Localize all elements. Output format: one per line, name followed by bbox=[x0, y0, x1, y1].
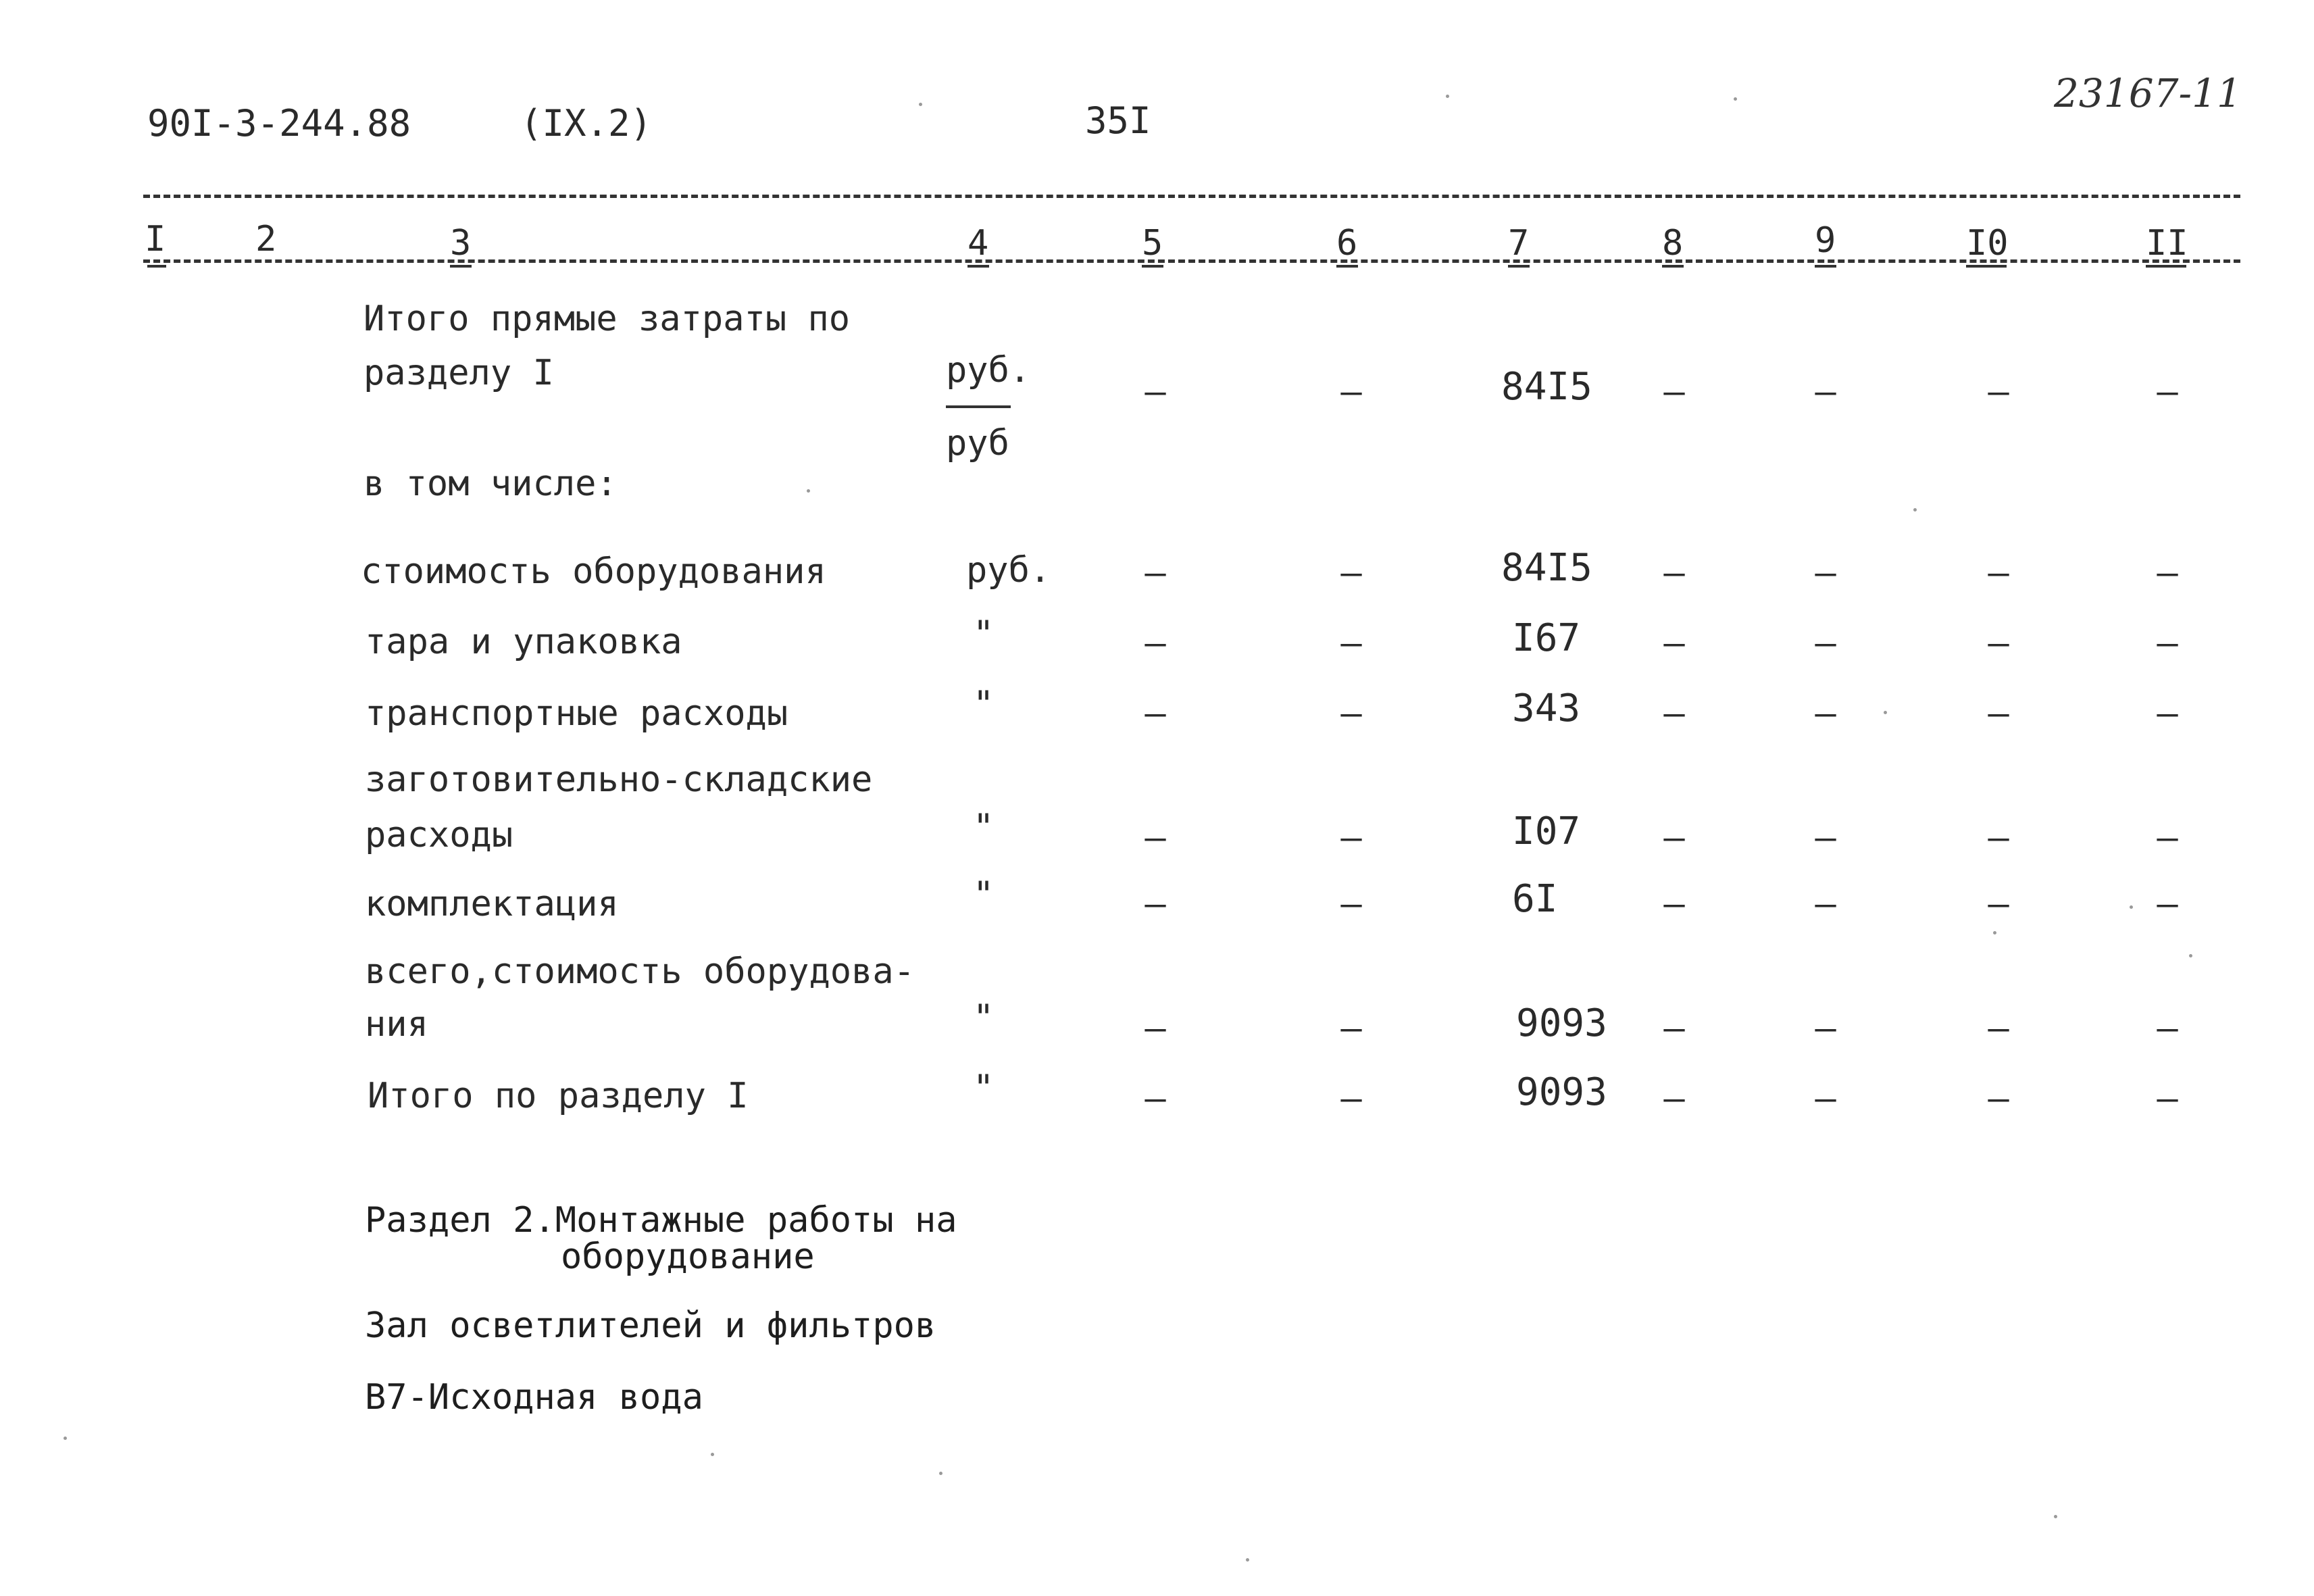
row-label: Итого по разделу I bbox=[368, 1076, 749, 1116]
row-value-col10: – bbox=[1988, 1008, 2009, 1049]
row-value-col9: – bbox=[1815, 623, 1836, 664]
row-value-col8: – bbox=[1663, 884, 1685, 924]
row-value-col7: 9093 bbox=[1516, 1070, 1607, 1114]
row-value-col6: – bbox=[1340, 818, 1362, 858]
scan-speck bbox=[939, 1472, 942, 1475]
column-header-6: 6 bbox=[1336, 223, 1358, 264]
row-label: стоимость оборудования bbox=[361, 551, 826, 592]
column-header-underline bbox=[2146, 265, 2186, 268]
scan-speck bbox=[1884, 711, 1887, 714]
column-header-8: 8 bbox=[1662, 223, 1684, 264]
row-unit: руб. bbox=[966, 550, 1051, 591]
row-value-col11: – bbox=[2157, 693, 2178, 734]
row-value-col11: – bbox=[2157, 1078, 2178, 1119]
page-number: 35I bbox=[1085, 99, 1151, 142]
row-value-col6: – bbox=[1340, 693, 1362, 734]
row-value-col5: – bbox=[1145, 623, 1166, 664]
scan-speck bbox=[1734, 97, 1737, 101]
row-label: Итого прямые затраты по bbox=[363, 299, 851, 339]
row-value-col8: – bbox=[1663, 1078, 1685, 1119]
row-value-col7: I67 bbox=[1512, 616, 1581, 660]
scan-speck bbox=[807, 489, 810, 493]
column-header-underline bbox=[967, 265, 989, 268]
row-value-col9: – bbox=[1815, 372, 1836, 412]
row-unit: " bbox=[973, 807, 995, 847]
row-value-col9: – bbox=[1815, 884, 1836, 924]
column-header-1: I bbox=[145, 219, 166, 259]
row-value-col6: – bbox=[1340, 623, 1362, 664]
scan-speck bbox=[2054, 1515, 2057, 1518]
row-label: ния bbox=[365, 1004, 428, 1045]
row-value-col8: – bbox=[1663, 372, 1685, 412]
row-label: разделу I bbox=[363, 353, 554, 393]
row-unit-denominator: руб bbox=[946, 423, 1009, 464]
row-value-col10: – bbox=[1988, 372, 2009, 412]
column-header-4: 4 bbox=[967, 223, 989, 264]
row-value-col5: – bbox=[1145, 1078, 1166, 1119]
row-value-col8: – bbox=[1663, 1008, 1685, 1049]
row-value-col10: – bbox=[1988, 693, 2009, 734]
column-header-7: 7 bbox=[1508, 223, 1530, 264]
row-value-col10: – bbox=[1988, 1078, 2009, 1119]
row-unit: " bbox=[973, 874, 995, 915]
row-unit: " bbox=[973, 614, 995, 654]
column-header-underline bbox=[1966, 265, 2007, 268]
row-value-col6: – bbox=[1340, 884, 1362, 924]
row-label: заготовительно-складские bbox=[365, 759, 873, 800]
row-label: комплектация bbox=[365, 884, 619, 924]
column-header-5: 5 bbox=[1142, 223, 1163, 264]
column-header-underline bbox=[1142, 265, 1163, 268]
header-rule-top bbox=[143, 195, 2240, 198]
row-label: расходы bbox=[365, 815, 513, 855]
row-value-col7: 343 bbox=[1512, 687, 1581, 730]
document-code: 90I-3-244.88 bbox=[147, 102, 411, 145]
row-value-col8: – bbox=[1663, 818, 1685, 858]
row-unit: " bbox=[973, 684, 995, 724]
row-value-col5: – bbox=[1145, 372, 1166, 412]
column-header-11: II bbox=[2146, 223, 2188, 264]
column-header-2: 2 bbox=[255, 219, 277, 259]
scan-speck bbox=[711, 1453, 714, 1456]
row-value-col8: – bbox=[1663, 623, 1685, 664]
row-value-col6: – bbox=[1340, 1078, 1362, 1119]
row-unit: " bbox=[973, 1068, 995, 1108]
row-value-col9: – bbox=[1815, 693, 1836, 734]
row-value-col10: – bbox=[1988, 553, 2009, 593]
column-header-underline bbox=[1336, 265, 1358, 268]
row-value-col11: – bbox=[2157, 884, 2178, 924]
row-value-col7: I07 bbox=[1512, 809, 1581, 853]
section-item: В7-Исходная вода bbox=[365, 1377, 703, 1418]
row-value-col6: – bbox=[1340, 553, 1362, 593]
row-value-col7: 9093 bbox=[1516, 1001, 1607, 1045]
row-unit: " bbox=[973, 997, 995, 1038]
row-value-col11: – bbox=[2157, 818, 2178, 858]
row-label: транспортные расходы bbox=[365, 693, 788, 734]
row-label: в том числе: bbox=[363, 464, 618, 504]
row-value-col10: – bbox=[1988, 623, 2009, 664]
document-part: (IX.2) bbox=[520, 102, 653, 145]
row-value-col11: – bbox=[2157, 372, 2178, 412]
scan-speck bbox=[2130, 905, 2133, 909]
row-label: тара и упаковка bbox=[365, 622, 682, 662]
row-value-col9: – bbox=[1815, 1008, 1836, 1049]
scan-speck bbox=[1446, 95, 1449, 98]
column-header-underline bbox=[147, 265, 166, 268]
section-title: Раздел 2.Монтажные работы на bbox=[365, 1200, 957, 1241]
row-label: всего,стоимость оборудова- bbox=[365, 951, 915, 992]
row-value-col6: – bbox=[1340, 372, 1362, 412]
scan-speck bbox=[1993, 931, 1996, 934]
column-header-underline bbox=[1508, 265, 1530, 268]
row-unit: руб. bbox=[946, 350, 1031, 391]
row-value-col11: – bbox=[2157, 1008, 2178, 1049]
unit-fraction-bar bbox=[946, 405, 1011, 408]
row-value-col10: – bbox=[1988, 818, 2009, 858]
row-value-col9: – bbox=[1815, 818, 1836, 858]
row-value-col8: – bbox=[1663, 553, 1685, 593]
row-value-col8: – bbox=[1663, 693, 1685, 734]
row-value-col11: – bbox=[2157, 553, 2178, 593]
sheet-reference: 23167-11 bbox=[2054, 70, 2242, 116]
column-header-3: 3 bbox=[450, 223, 472, 264]
section-title-continued: оборудование bbox=[561, 1237, 815, 1277]
column-header-underline bbox=[1815, 265, 1836, 268]
row-value-col10: – bbox=[1988, 884, 2009, 924]
row-value-col6: – bbox=[1340, 1008, 1362, 1049]
row-value-col7: 6I bbox=[1512, 877, 1558, 921]
scan-speck bbox=[64, 1437, 67, 1440]
column-header-9: 9 bbox=[1815, 220, 1836, 261]
row-value-col11: – bbox=[2157, 623, 2178, 664]
row-value-col5: – bbox=[1145, 1008, 1166, 1049]
row-value-col5: – bbox=[1145, 884, 1166, 924]
section-subtitle: Зал осветлителей и фильтров bbox=[365, 1305, 936, 1346]
column-header-underline bbox=[450, 265, 472, 268]
row-value-col9: – bbox=[1815, 553, 1836, 593]
row-value-col7: 84I5 bbox=[1501, 546, 1592, 590]
row-value-col5: – bbox=[1145, 693, 1166, 734]
scan-speck bbox=[1246, 1558, 1249, 1562]
column-header-10: I0 bbox=[1966, 223, 2009, 264]
row-value-col9: – bbox=[1815, 1078, 1836, 1119]
column-header-underline bbox=[1662, 265, 1684, 268]
scan-speck bbox=[1913, 508, 1917, 512]
row-value-col5: – bbox=[1145, 553, 1166, 593]
row-value-col5: – bbox=[1145, 818, 1166, 858]
scan-speck bbox=[919, 103, 922, 106]
scan-speck bbox=[2189, 954, 2192, 957]
row-value-col7: 84I5 bbox=[1501, 365, 1592, 409]
